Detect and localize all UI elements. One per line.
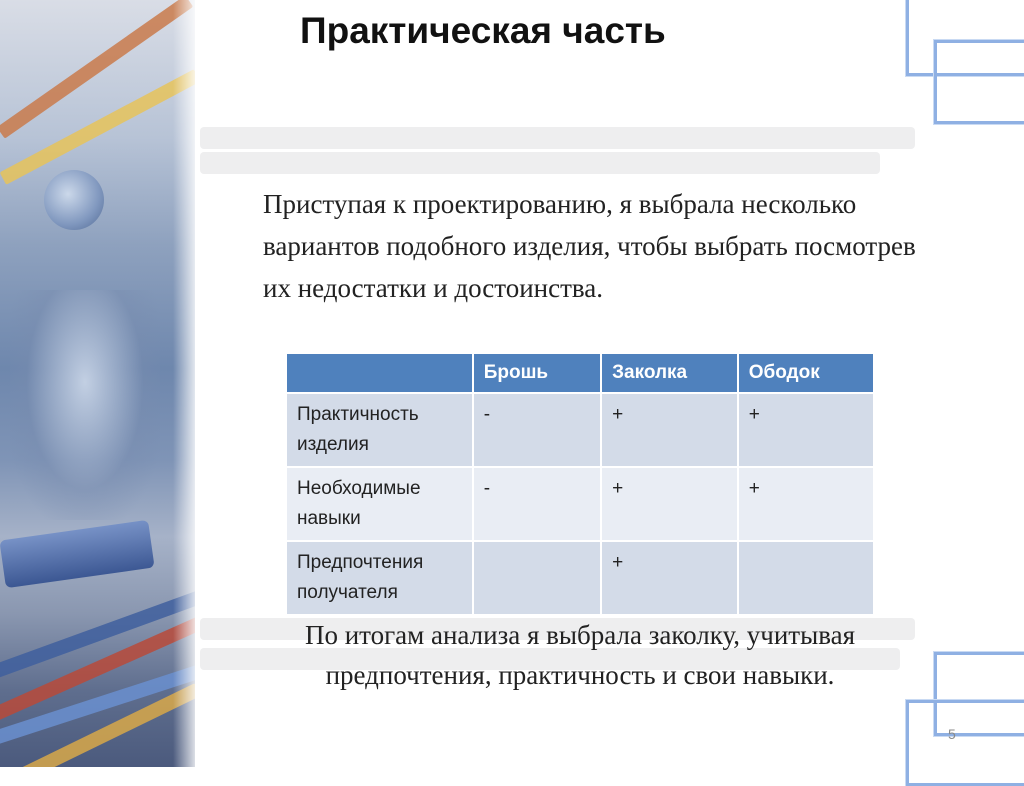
header-cell: Заколка xyxy=(602,354,737,392)
table-cell: + xyxy=(602,542,737,614)
table-cell: + xyxy=(602,468,737,540)
table-cell: + xyxy=(739,468,873,540)
table-cell xyxy=(474,542,600,614)
slide-number: 5 xyxy=(948,726,956,742)
comparison-table xyxy=(285,352,875,616)
row-label-cell: Необходимые навыки xyxy=(287,468,472,540)
pencil-shape xyxy=(0,69,195,185)
ribbon-banner xyxy=(0,520,155,588)
row-label-cell: Практичность изделия xyxy=(287,394,472,466)
intro-paragraph: Приступая к проектированию, я выбрала несколько вариантов подобного изделия, чтобы выбрать посмотрев их недостатки и достоинства. xyxy=(263,189,916,303)
conclusion-text: По итогам анализа я выбрала заколку, учитывая предпочтения, практичность и свои навыки. xyxy=(304,620,856,690)
faint-text-band xyxy=(200,127,915,149)
decorative-side-image xyxy=(0,0,195,767)
table-cell: - xyxy=(474,468,600,540)
faint-text-band xyxy=(200,152,880,174)
table-row xyxy=(287,542,873,614)
header-cell: Брошь xyxy=(474,354,600,392)
corner-frame xyxy=(934,40,1024,124)
table-cell: - xyxy=(474,394,600,466)
table-row xyxy=(287,468,873,540)
graduates-figures xyxy=(10,290,160,520)
row-label-cell: Предпочтения получателя xyxy=(287,542,472,614)
school-emblem xyxy=(44,170,104,230)
header-cell xyxy=(287,354,472,392)
slide-title: Практическая часть xyxy=(300,10,666,51)
table-row xyxy=(287,394,873,466)
corner-frame xyxy=(906,700,1024,786)
table-cell: + xyxy=(739,394,873,466)
table-header-row xyxy=(287,354,873,392)
table-cell xyxy=(739,542,873,614)
header-cell: Ободок xyxy=(739,354,873,392)
table-cell: + xyxy=(602,394,737,466)
pencil-shape xyxy=(0,0,193,139)
